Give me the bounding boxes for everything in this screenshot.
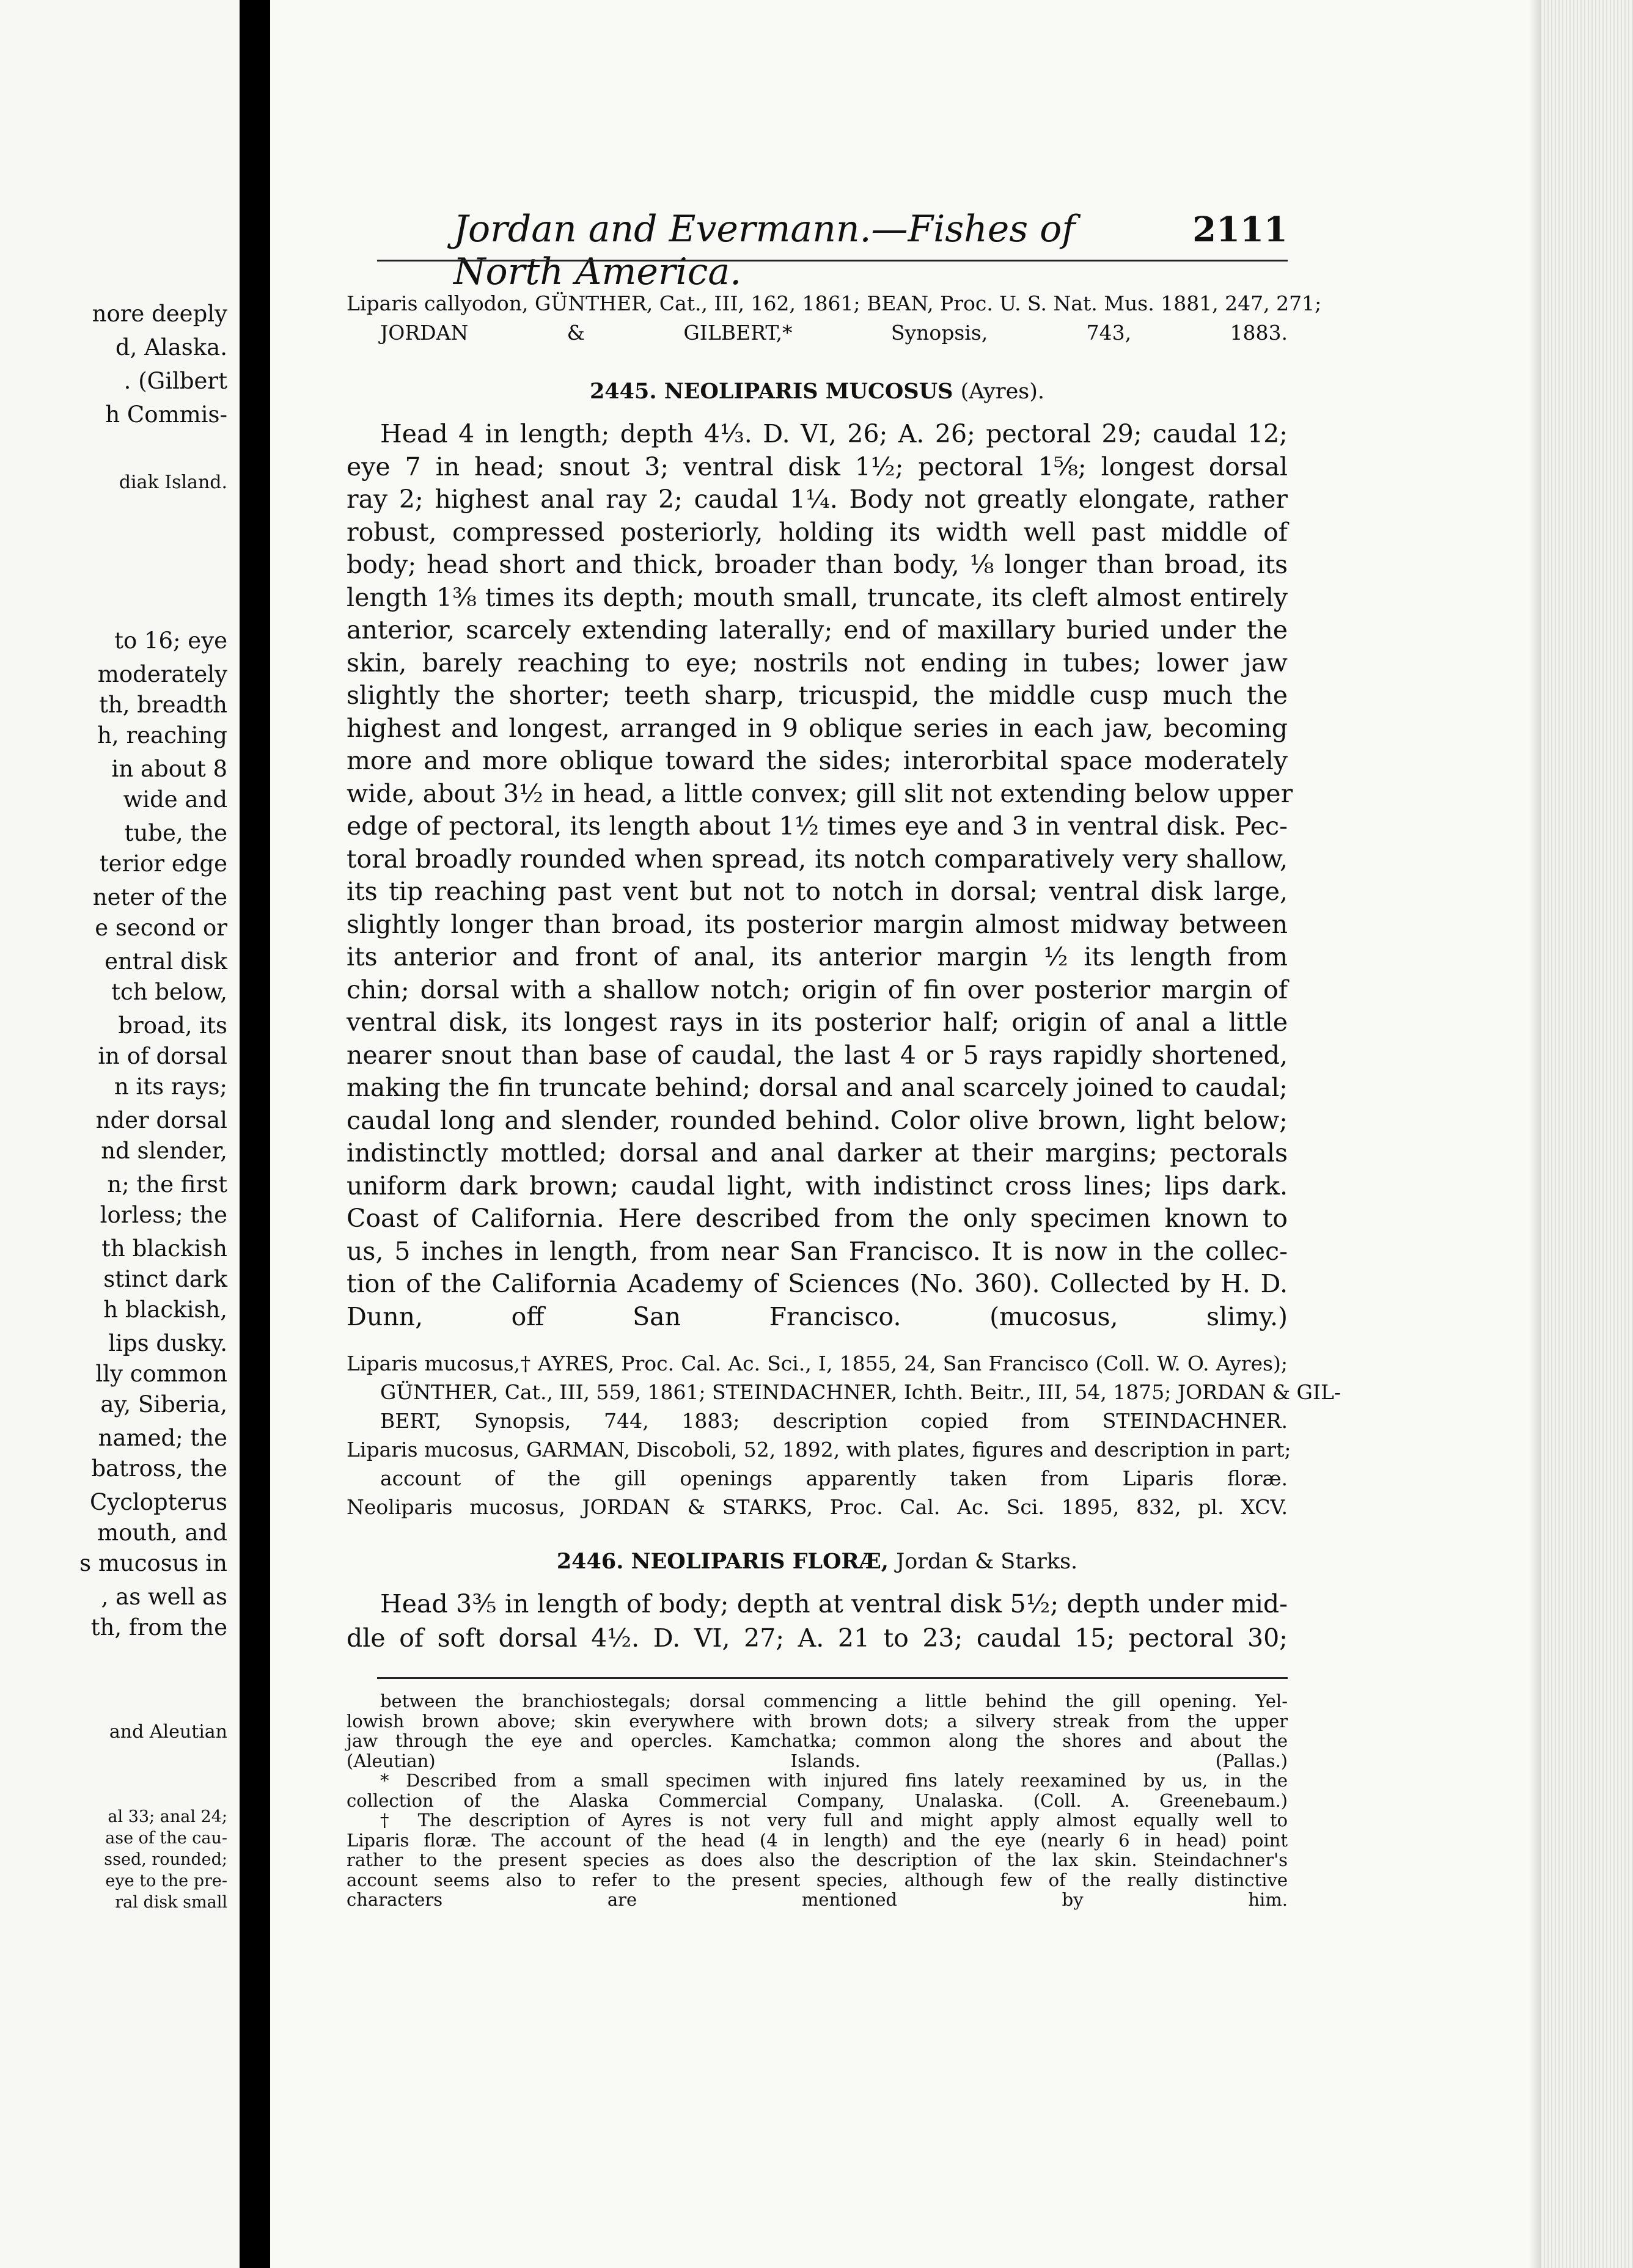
body-text-line: us, 5 inches in length, from near San Francisco. It is now in the collec- [347,1236,1288,1266]
left-page-line: terior edge [99,850,227,877]
left-page-line: to 16; eye [114,627,227,654]
reference-line: Neoliparis mucosus, JORDAN & STARKS, Proc. Cal. Ac. Sci. 1895, 832, pl. XCV. [347,1495,1288,1519]
page-number: 2111 [1192,210,1288,250]
body-text-line: indistinctly mottled; dorsal and anal darker at their margins; pectorals [347,1138,1288,1168]
left-page-line: lly common [95,1361,227,1387]
left-page-line: tube, the [124,820,227,846]
left-page-line: tch below, [111,979,227,1005]
body-text-line: edge of pectoral, its length about 1½ times eye and 3 in ventral disk. Pec- [347,811,1288,841]
body-text-line: its tip reaching past vent but not to notch in dorsal; ventral disk large, [347,877,1288,906]
body-text-line: anterior, scarcely extending laterally; end of maxillary buried under the [347,615,1288,645]
left-page-line: ase of the cau- [105,1829,227,1848]
left-page-line: neter of the [92,884,227,910]
left-page-line: th blackish [101,1235,227,1262]
left-page-line: s mucosus in [79,1550,227,1576]
body-text-line: ray 2; highest anal ray 2; caudal 1¼. Body not greatly elongate, rather [347,485,1288,514]
footnote-line: * Described from a small specimen with injured fins lately reexamined by us, in the [380,1770,1288,1791]
left-page-line: nder dorsal [95,1107,227,1133]
running-header [453,208,1288,293]
species-title: 2446. NEOLIPARIS FLORÆ, [556,1549,889,1574]
body-text-line: more and more oblique toward the sides; interorbital space moderately [347,746,1288,775]
body-text-line: its anterior and front of anal, its anterior margin ½ its length from [347,942,1288,971]
left-page-line: named; the [98,1425,227,1451]
left-page-line: in about 8 [111,756,227,782]
left-page-line: lips dusky. [108,1330,227,1356]
body-text-line: slightly the shorter; teeth sharp, tricuspid, the middle cusp much the [347,681,1288,710]
body-text-line: Head 3⅗ in length of body; depth at ventral disk 5½; depth under mid- [380,1589,1288,1619]
left-page-line: th, breadth [99,692,227,718]
left-page-line: ral disk small [115,1893,227,1912]
footnote-rule [377,1677,1288,1679]
body-text-line: eye 7 in head; snout 3; ventral disk 1½; pectoral 1⅝; longest dorsal [347,452,1288,481]
species-author: Jordan & Starks. [896,1549,1078,1574]
left-page-line: in of dorsal [98,1043,227,1069]
species-heading-2445 [347,379,1288,404]
footnote-line: (Aleutian) Islands. (Pallas.) [347,1750,1288,1771]
body-text-line: ventral disk, its longest rays in its posterior half; origin of anal a little [347,1008,1288,1037]
page-stack-edge [1541,0,1633,2268]
species-title: 2445. NEOLIPARIS MUCOSUS [589,379,953,404]
left-page-line: wide and [123,786,227,813]
species-heading-2446 [347,1549,1288,1574]
left-page-line: stinct dark [103,1266,227,1292]
body-text-line: tion of the California Academy of Sciences (No. 360). Collected by H. D. [347,1269,1288,1298]
left-page-line: broad, its [118,1012,227,1039]
species-author: (Ayres). [960,379,1045,404]
footnote-line: collection of the Alaska Commercial Company, Unalaska. (Coll. A. Greenebaum.) [347,1790,1288,1811]
reference-line: JORDAN & GILBERT,* Synopsis, 743, 1883. [380,321,1288,345]
running-title: Jordan and Evermann.—Fishes of North America. [453,208,1076,293]
footnote-line: jaw through the eye and opercles. Kamchatka; common along the shores and about the [347,1730,1288,1751]
body-text-line: skin, barely reaching to eye; nostrils not ending in tubes; lower jaw [347,648,1288,678]
left-page-line: batross, the [91,1455,227,1482]
left-page-line: d, Alaska. [115,334,227,360]
body-text-line: robust, compressed posteriorly, holding its width well past middle of [347,517,1288,547]
body-text-line: dle of soft dorsal 4½. D. VI, 27; A. 21 to 23; caudal 15; pectoral 30; [347,1623,1288,1653]
header-rule [377,260,1288,262]
reference-line: GÜNTHER, Cat., III, 559, 1861; STEINDACHNER, Ichth. Beitr., III, 54, 1875; JORDAN & GIL- [380,1380,1341,1404]
body-text-line: body; head short and thick, broader than body, ⅛ longer than broad, its [347,550,1288,579]
left-page-line: ay, Siberia, [100,1391,227,1418]
body-text-line: length 1⅜ times its depth; mouth small, truncate, its cleft almost entirely [347,582,1288,612]
reference-line: BERT, Synopsis, 744, 1883; description copied from STEINDACHNER. [380,1409,1288,1433]
footnote-line: Liparis floræ. The account of the head (4 in length) and the eye (nearly 6 in head) point [347,1829,1288,1851]
left-page-line: nore deeply [92,301,227,327]
body-text-line: nearer snout than base of caudal, the last 4 or 5 rays rapidly shortened, [347,1040,1288,1070]
reference-line: Liparis callyodon, GÜNTHER, Cat., III, 162, 1861; BEAN, Proc. U. S. Nat. Mus. 1881, 247, 271; [347,291,1322,315]
footnote-line: account seems also to refer to the present species, although few of the really distinctive [347,1869,1288,1890]
left-page-line: h blackish, [103,1297,227,1323]
reference-line: Liparis mucosus, GARMAN, Discoboli, 52, 1892, with plates, figures and description in part; [347,1438,1291,1461]
page-edge-shadow [1529,0,1541,2268]
body-text-line: toral broadly rounded when spread, its notch comparatively very shallow, [347,844,1288,874]
left-page-line: lorless; the [100,1202,227,1228]
reference-line: Liparis mucosus,† AYRES, Proc. Cal. Ac. Sci., I, 1855, 24, San Francisco (Coll. W. O. Ayres); [347,1352,1288,1375]
left-page-line: eye to the pre- [105,1871,227,1890]
left-page-line: mouth, and [97,1520,227,1546]
book-gutter [240,0,270,2268]
body-text-line: slightly longer than broad, its posterior margin almost midway between [347,909,1288,939]
left-page-line: h Commis- [105,401,227,428]
left-page-line: diak Island. [119,472,227,493]
left-page-line: ssed, rounded; [104,1850,227,1869]
body-text-line: uniform dark brown; caudal light, with indistinct cross lines; lips dark. [347,1171,1288,1201]
footnote-line: † The description of Ayres is not very full and might apply almost equally well to [380,1810,1288,1831]
footnote-line: rather to the present species as does also the description of the lax skin. Steindachner's [347,1849,1288,1870]
body-text-line: making the fin truncate behind; dorsal and anal scarcely joined to caudal; [347,1073,1288,1102]
reference-line: account of the gill openings apparently taken from Liparis floræ. [380,1466,1288,1490]
left-page-line: h, reaching [97,722,227,748]
body-text-line: Head 4 in length; depth 4⅓. D. VI, 26; A. 26; pectoral 29; caudal 12; [380,419,1288,448]
left-page-line: moderately [97,661,227,687]
left-page-fragment [0,0,240,2268]
left-page-line: , as well as [101,1584,227,1610]
left-page-line: and Aleutian [109,1721,227,1743]
body-text-line: wide, about 3½ in head, a little convex; gill slit not extending below upper [347,778,1293,808]
footnote-line: characters are mentioned by him. [347,1889,1288,1910]
body-text-line: Dunn, off San Francisco. (mucosus, slimy.) [347,1301,1288,1331]
left-page-line: n its rays; [114,1074,227,1100]
left-page-line: nd slender, [101,1138,227,1164]
left-page-line: Cyclopterus [90,1489,227,1515]
left-page-line: n; the first [107,1171,227,1198]
body-text-line: Coast of California. Here described from the only specimen known to [347,1204,1288,1233]
right-page [270,0,1633,2268]
left-page-line: th, from the [90,1614,227,1641]
footnote-line: between the branchiostegals; dorsal commencing a little behind the gill opening. Yel- [380,1691,1288,1711]
body-text-line: chin; dorsal with a shallow notch; origin of fin over posterior margin of [347,975,1288,1004]
body-text-line: caudal long and slender, rounded behind. Color olive brown, light below; [347,1105,1288,1135]
body-text-line: highest and longest, arranged in 9 oblique series in each jaw, becoming [347,713,1288,743]
left-page-line: . (Gilbert [123,368,227,394]
left-page-line: e second or [95,915,227,941]
footnote-line: lowish brown above; skin everywhere with brown dots; a silvery streak from the upper [347,1710,1288,1732]
left-page-line: al 33; anal 24; [108,1807,227,1826]
left-page-line: entral disk [105,948,227,975]
